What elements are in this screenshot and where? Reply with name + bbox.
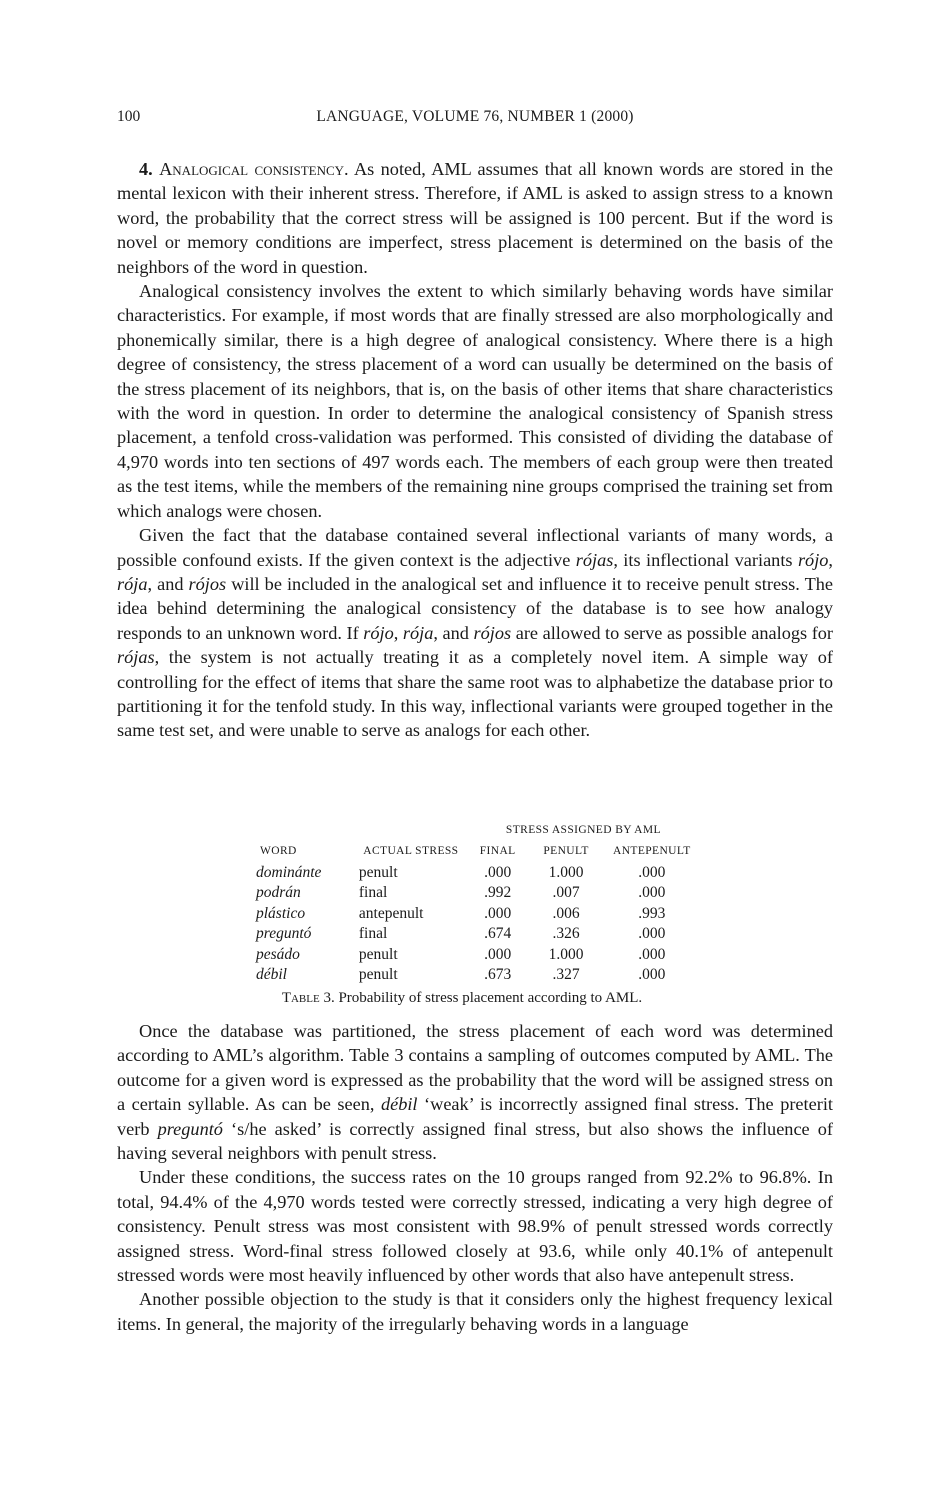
p3-word: rója (402, 622, 434, 643)
p3-word: rójas (117, 647, 155, 668)
p4-word: débil (380, 1094, 418, 1115)
cell-penult: 1.000 (548, 863, 584, 881)
table-row (250, 863, 700, 884)
section-number: 4. (139, 159, 153, 179)
p4-text: Once the database was partitioned, the stress placement of each word was determined according to AML’s algorithm. Table 3 contains a sampling of outcomes computed by AML. The outcome for a given word is expressed as the probability that the word will be assigned stress on a certain syllable. As can be seen, (117, 1021, 833, 1115)
page-header (117, 108, 833, 130)
table-caption (242, 990, 682, 1007)
cell-word: débil (256, 966, 287, 983)
p3-word: rójo (797, 549, 829, 570)
cell-final: .992 (484, 884, 512, 901)
p3-text: , and (147, 573, 189, 594)
p4-text: ‘weak’ is incorrectly assigned final stress. The preterit verb (117, 1094, 833, 1139)
paragraph-3 (117, 523, 833, 743)
cell-word: preguntó (256, 925, 312, 942)
cell-penult: .326 (552, 925, 580, 942)
spacer-cell (355, 820, 467, 841)
cell-actual: antepenult (358, 904, 424, 922)
p3-word: rója (117, 573, 148, 594)
cell-penult: 1.000 (548, 945, 584, 963)
cell-actual: penult (358, 863, 398, 881)
paragraph-2: Analogical consistency involves the extent to which similarly behaving words have similar characteristics. For example, if most words that are finally stressed are also morphologically and phonemically similar, there is a high degree of analogical consistency. Where there is a high degree of consistency, the stress placement of a word can usually be determined on the basis of the stress placement of its neighbors, that is, on the basis of other items that share characteristics with the word in question. In order to determine the analogical consistency of Spanish stress placement, a tenfold cross-validation was performed. This consisted of dividing the database of 4,970 words into ten sections of 497 words each. The members of each group were then treated as the test items, while the members of the remaining nine groups comprised the training set from which analogs were chosen. (117, 281, 833, 521)
cell-penult: .006 (552, 904, 580, 922)
p4-text: ‘s/he asked’ is correctly assigned final stress, but also shows the influence of having several neighbors with penult stress. (117, 1118, 834, 1164)
cell-antepenult: .000 (638, 863, 666, 881)
p3-text: will be included in the analogical set and influence it to receive penult stress. The idea behind determining the analogical consistency of the database is to see how analogy responds to an unknown word. If (117, 573, 833, 643)
paragraph-1-text: As noted, AML assumes that all known words are stored in the mental lexicon with their inherent stress. Therefore, if AML is asked to assign stress to a known word, the probability that the correct stress will be assigned is 100 percent. But if the word is novel or memory conditions are imperfect, stress placement is determined on the basis of the neighbors of the word in question. (117, 159, 834, 277)
cell-antepenult: .993 (638, 904, 666, 922)
paragraph-5: Under these conditions, the success rates on the 10 groups ranged from 92.2% to 96.8%. In total, 94.4% of the 4,970 words tested were correctly stressed, indicating a very high degree of consistency. Penult stress was most consistent with 98.9% of penult stressed words correctly assigned stress. Word-final stress followed closely at 93.6, while only 40.1% of antepenult stressed words were most heavily influenced by other words that also have antepenult stress. (117, 1167, 833, 1286)
col-header-actual: ACTUAL STRESS (363, 845, 459, 858)
cell-actual: penult (358, 945, 398, 963)
cell-word: podrán (256, 884, 301, 901)
cell-final: .673 (484, 966, 512, 983)
paragraph-4 (117, 1019, 833, 1165)
stress-table (250, 820, 700, 986)
col-header-final: FINAL (479, 845, 516, 858)
p3-text: are allowed to serve as possible analogs for (511, 622, 834, 643)
section-4-text (117, 157, 833, 743)
page-number: 100 (117, 108, 141, 125)
table-row (250, 945, 700, 966)
post-table-text (117, 1019, 833, 1336)
p4-word: preguntó (157, 1118, 223, 1139)
table-row (250, 904, 700, 925)
cell-antepenult: .000 (638, 945, 666, 963)
cell-word: plástico (256, 904, 306, 922)
cell-actual: final (358, 925, 388, 942)
table-row (250, 883, 700, 904)
cell-final: .674 (484, 925, 512, 942)
cell-final: .000 (484, 904, 512, 922)
p3-text: , (393, 622, 403, 643)
table-row (250, 924, 700, 945)
col-header-antepenult: ANTEPENULT (613, 845, 691, 858)
caption-label: Table 3. (281, 989, 335, 1006)
group-header: STRESS ASSIGNED BY AML (505, 824, 661, 836)
col-header-penult: PENULT (543, 845, 589, 858)
col-header-word: WORD (260, 845, 297, 858)
section-title: Analogical consistency. (159, 159, 349, 179)
cell-word: dominánte (256, 863, 322, 881)
cell-actual: penult (358, 966, 398, 983)
p3-text: , its inflectional variants (613, 549, 798, 570)
p3-text: Given the fact that the database contained several inflectional variants of many words, a possible confound exists. If the given context is the adjective (117, 525, 833, 570)
p3-word: rójas (575, 549, 614, 570)
cell-actual: final (358, 884, 388, 901)
cell-penult: .327 (552, 966, 580, 983)
p3-word: rójos (473, 622, 512, 643)
table-row (250, 965, 700, 986)
cell-antepenult: .000 (638, 966, 666, 983)
spacer-cell (250, 820, 355, 841)
paragraph-6: Another possible objection to the study is that it considers only the highest frequency lexical items. In general, the majority of the irregularly behaving words in a language (117, 1289, 833, 1334)
cell-final: .000 (484, 945, 512, 963)
cell-final: .000 (484, 863, 512, 881)
p3-word: rójos (188, 573, 227, 594)
paragraph-1 (117, 157, 833, 279)
running-title: LANGUAGE, VOLUME 76, NUMBER 1 (2000) (316, 108, 634, 125)
cell-penult: .007 (552, 884, 580, 901)
cell-antepenult: .000 (638, 925, 666, 942)
p3-text: , and (433, 622, 474, 643)
p3-text: , the system is not actually treating it as a completely novel item. A simple way of controlling for the effect of items that share the same root was to alphabetize the database prior to partitioning it for the tenfold study. In this way, inflectional variants were grouped together in the same test set, and were unable to serve as analogs for each other. (117, 647, 833, 741)
cell-antepenult: .000 (638, 884, 666, 901)
caption-text: Probability of stress placement according to AML. (334, 989, 643, 1006)
cell-word: pesádo (256, 945, 300, 963)
p3-word: rójo (363, 622, 394, 643)
p3-text: , (828, 549, 833, 570)
table-3 (250, 820, 700, 1007)
